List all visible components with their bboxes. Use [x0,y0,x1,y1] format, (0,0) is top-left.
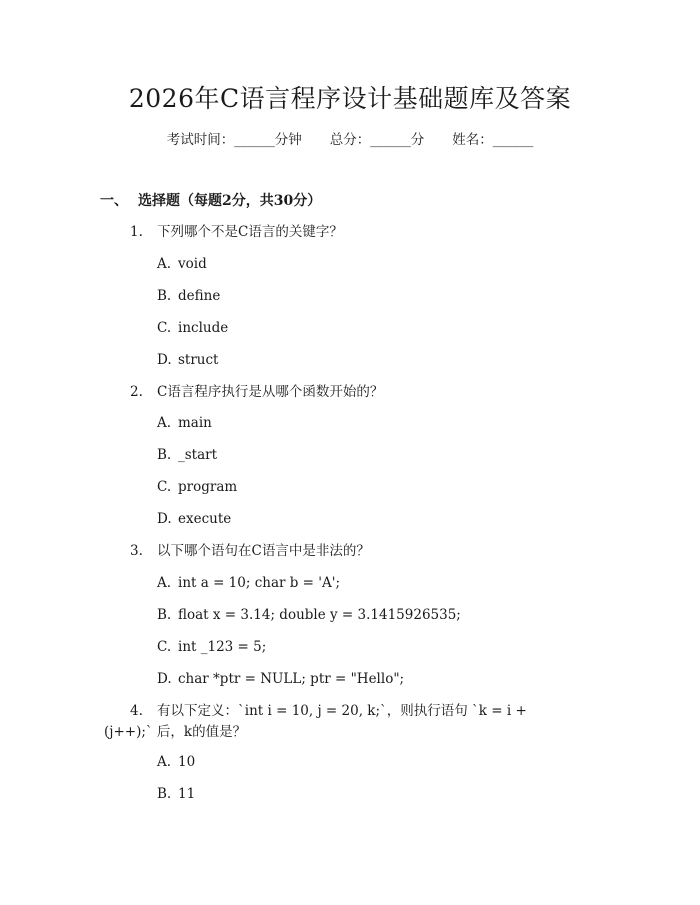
option-letter: D. [157,671,172,687]
option-letter: B. [157,288,172,304]
option-2d [157,509,231,529]
option-text: program [178,479,238,495]
option-letter: D. [157,511,172,527]
option-letter: B. [157,607,172,623]
option-letter: C. [157,479,172,495]
option-letter: A. [157,575,172,591]
option-text: define [178,288,221,304]
question-text-line-1: 有以下定义：`int i = 10, j = 20, k;`，则执行语句 `k = i + [157,703,527,719]
option-3d [157,669,404,689]
option-text: execute [178,511,232,527]
section-heading [100,191,321,211]
section-number: 一、 [100,193,128,209]
question-4-continued [104,721,246,743]
option-letter: A. [157,256,172,272]
option-text: 10 [178,754,196,770]
document-title: 2026年C语言程序设计基础题库及答案 [128,84,572,113]
option-text: int _123 = 5; [178,639,267,655]
option-letter: C. [157,320,172,336]
question-4 [130,700,560,722]
option-3c [157,637,266,657]
question-3 [130,540,370,562]
option-text: 11 [178,786,196,802]
exam-meta-line [0,130,700,150]
option-text: include [178,320,229,336]
option-text: float x = 3.14; double y = 3.1415926535; [178,607,461,623]
option-letter: B. [157,447,172,463]
question-number: 3. [130,543,143,559]
option-3b [157,605,461,625]
option-text: int a = 10; char b = 'A'; [178,575,340,591]
option-3a [157,573,340,593]
option-letter: C. [157,639,172,655]
option-letter: B. [157,786,172,802]
option-2c [157,477,237,497]
option-text: struct [178,352,219,368]
question-text: C语言程序执行是从哪个函数开始的？ [157,384,384,400]
question-text-line-2: (j++);` 后，k的值是？ [104,724,247,740]
total-score-field: 总分：______分 [329,132,425,148]
option-1c [157,318,228,338]
option-text: main [178,415,212,431]
question-number: 4. [130,703,143,719]
question-number: 2. [130,384,143,400]
option-letter: A. [157,415,172,431]
option-2a [157,413,212,433]
question-number: 1. [130,224,143,240]
question-text: 以下哪个语句在C语言中是非法的？ [157,543,370,559]
option-4a [157,752,195,772]
section-title: 选择题（每题2分，共30分） [138,193,322,209]
question-1 [130,221,343,243]
exam-time-field: 考试时间：______分钟 [166,132,302,148]
option-text: _start [178,447,218,463]
option-text: void [178,256,207,272]
student-name-field: 姓名：______ [452,132,534,148]
option-4b [157,784,195,804]
option-letter: A. [157,754,172,770]
question-text: 下列哪个不是C语言的关键字？ [157,224,343,240]
option-1b [157,286,220,306]
option-text: char *ptr = NULL; ptr = "Hello"; [178,671,405,687]
question-2 [130,381,383,403]
option-2b [157,445,217,465]
option-1d [157,350,219,370]
option-1a [157,254,207,274]
option-letter: D. [157,352,172,368]
